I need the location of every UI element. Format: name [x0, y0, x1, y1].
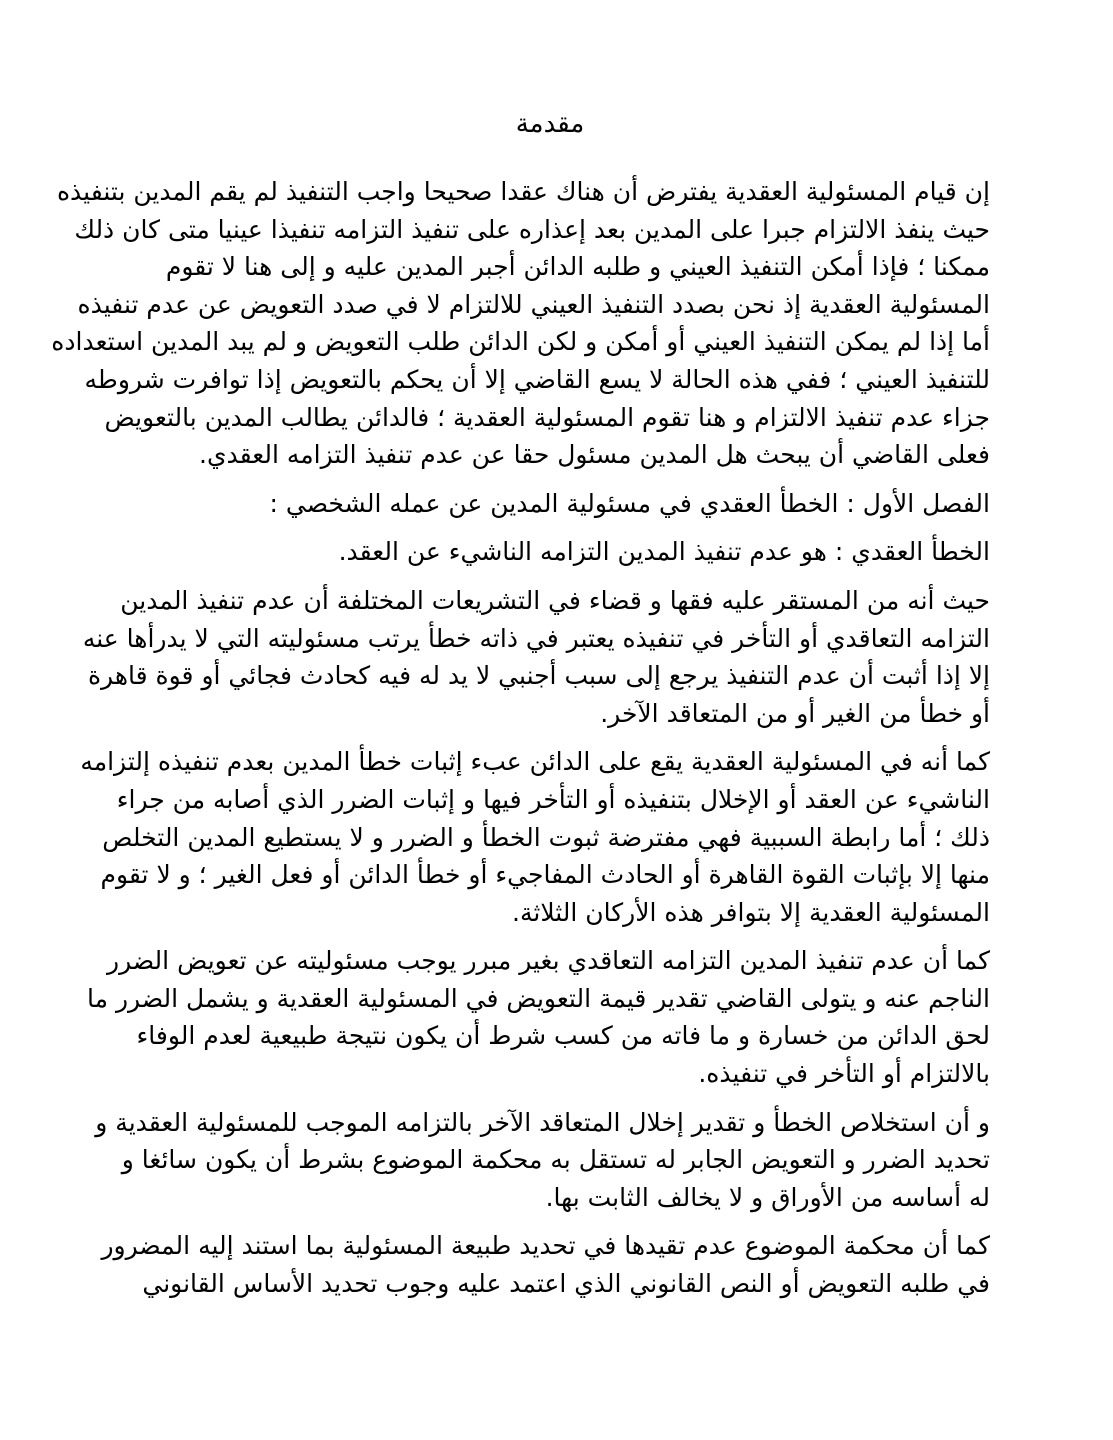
text-line: في طلبه التعويض أو النص القانوني الذي اعتمد عليه وجوب تحديد الأساس القانوني	[142, 1269, 990, 1299]
text-line: كما أنه في المسئولية العقدية يقع على الدائن عبء إثبات خطأ المدين بعدم تنفيذه إلتزامه	[80, 747, 990, 777]
text-line: المسئولية العقدية إذ نحن بصدد التنفيذ العيني للالتزام لا في صدد التعويض عن عدم تنفيذه	[77, 289, 990, 319]
text-line: الناجم عنه و يتولى القاضي تقدير قيمة التعويض في المسئولية العقدية و يشمل الضرر ما	[87, 983, 990, 1013]
text-line: و أن استخلاص الخطأ و تقدير إخلال المتعاقد الآخر بالتزامه الموجب للمسئولية العقدية و	[95, 1107, 990, 1137]
text-line: إن قيام المسئولية العقدية يفترض أن هناك عقدا صحيحا واجب التنفيذ لم يقم المدين بتنفيذه	[56, 177, 990, 206]
text-line: ممكنا ؛ فإذا أمكن التنفيذ العيني و طلبه الدائن أجبر المدين عليه و إلى هنا لا تقوم	[165, 252, 990, 282]
text-line: بالالتزام أو التأخر في تنفيذه.	[698, 1059, 990, 1089]
paragraph-court-characterization	[101, 1227, 990, 1302]
text-line: أما إذا لم يمكن التنفيذ العيني أو أمكن و لكن الدائن طلب التعويض و لم يبد المدين استعداده	[51, 327, 990, 357]
paragraph-established-rule	[82, 582, 990, 732]
text-line: تحديد الضرر و التعويض الجابر له تستقل به محكمة الموضوع بشرط أن يكون سائغا و	[121, 1145, 990, 1175]
page-title: مقدمة	[515, 109, 585, 139]
text-line: حيث أنه من المستقر عليه فقها و قضاء في التشريعات المختلفة أن عدم تنفيذ المدين	[120, 585, 990, 615]
paragraph-intro	[51, 173, 990, 474]
text-line: الفصل الأول : الخطأ العقدي في مسئولية المدين عن عمله الشخصي :	[269, 488, 990, 518]
text-line: التزامه التعاقدي أو التأخر في تنفيذه يعتبر في ذاته خطأ يرتب مسئوليته التي لا يدرأها عنه	[82, 623, 990, 653]
text-line: ذلك ؛ أما رابطة السببية فهي مفترضة ثبوت الخطأ و الضرر و لا يستطيع المدين التخلص	[102, 822, 990, 852]
text-line: للتنفيذ العيني ؛ ففي هذه الحالة لا يسع القاضي إلا أن يحكم بالتعويض إذا توافرت شروطه	[84, 364, 990, 394]
text-line: أو خطأ من الغير أو من المتعاقد الآخر.	[600, 698, 990, 728]
text-line: كما أن محكمة الموضوع عدم تقيدها في تحديد طبيعة المسئولية بما استند إليه المضرور	[101, 1231, 990, 1261]
section-heading-chapter-1	[110, 485, 990, 523]
paragraph-burden-of-proof	[80, 743, 990, 931]
text-line: جزاء عدم تنفيذ الالتزام و هنا تقوم المسئولية العقدية ؛ فالدائن يطالب المدين بالتعويض	[104, 402, 990, 432]
text-line: له أساسه من الأوراق و لا يخالف الثابت بها.	[545, 1182, 990, 1212]
paragraph-compensation	[87, 942, 990, 1092]
paragraph-court-discretion	[95, 1104, 990, 1217]
text-line: لحق الدائن من خسارة و ما فاته من كسب شرط أن يكون نتيجة طبيعية لعدم الوفاء	[136, 1021, 990, 1051]
text-line: فعلى القاضي أن يبحث هل المدين مسئول حقا عن عدم تنفيذ التزامه العقدي.	[199, 440, 990, 470]
text-line: المسئولية العقدية إلا بتوافر هذه الأركان الثلاثة.	[512, 897, 990, 927]
text-line: إلا إذا أثبت أن عدم التنفيذ يرجع إلى سبب أجنبي لا يد له فيه كحادث فجائي أو قوة قاهرة	[87, 661, 990, 691]
text-line: الناشيء عن العقد أو الإخلال بتنفيذه أو التأخر فيها و إثبات الضرر الذي أصابه من جراء	[116, 784, 990, 814]
paragraph-definition	[110, 533, 990, 571]
text-line: كما أن عدم تنفيذ المدين التزامه التعاقدي بغير مبرر يوجب مسئوليته عن تعويض الضرر	[107, 946, 990, 976]
text-line: منها إلا بإثبات القوة القاهرة أو الحادث المفاجيء أو خطأ الدائن أو فعل الغير ؛ و لا تقوم	[100, 860, 990, 890]
text-line: حيث ينفذ الالتزام جبرا على المدين بعد إعذاره على تنفيذ التزامه تنفيذا عينيا متى كان ذلك	[74, 214, 990, 244]
text-line: الخطأ العقدي : هو عدم تنفيذ المدين التزامه الناشيء عن العقد.	[338, 537, 990, 567]
